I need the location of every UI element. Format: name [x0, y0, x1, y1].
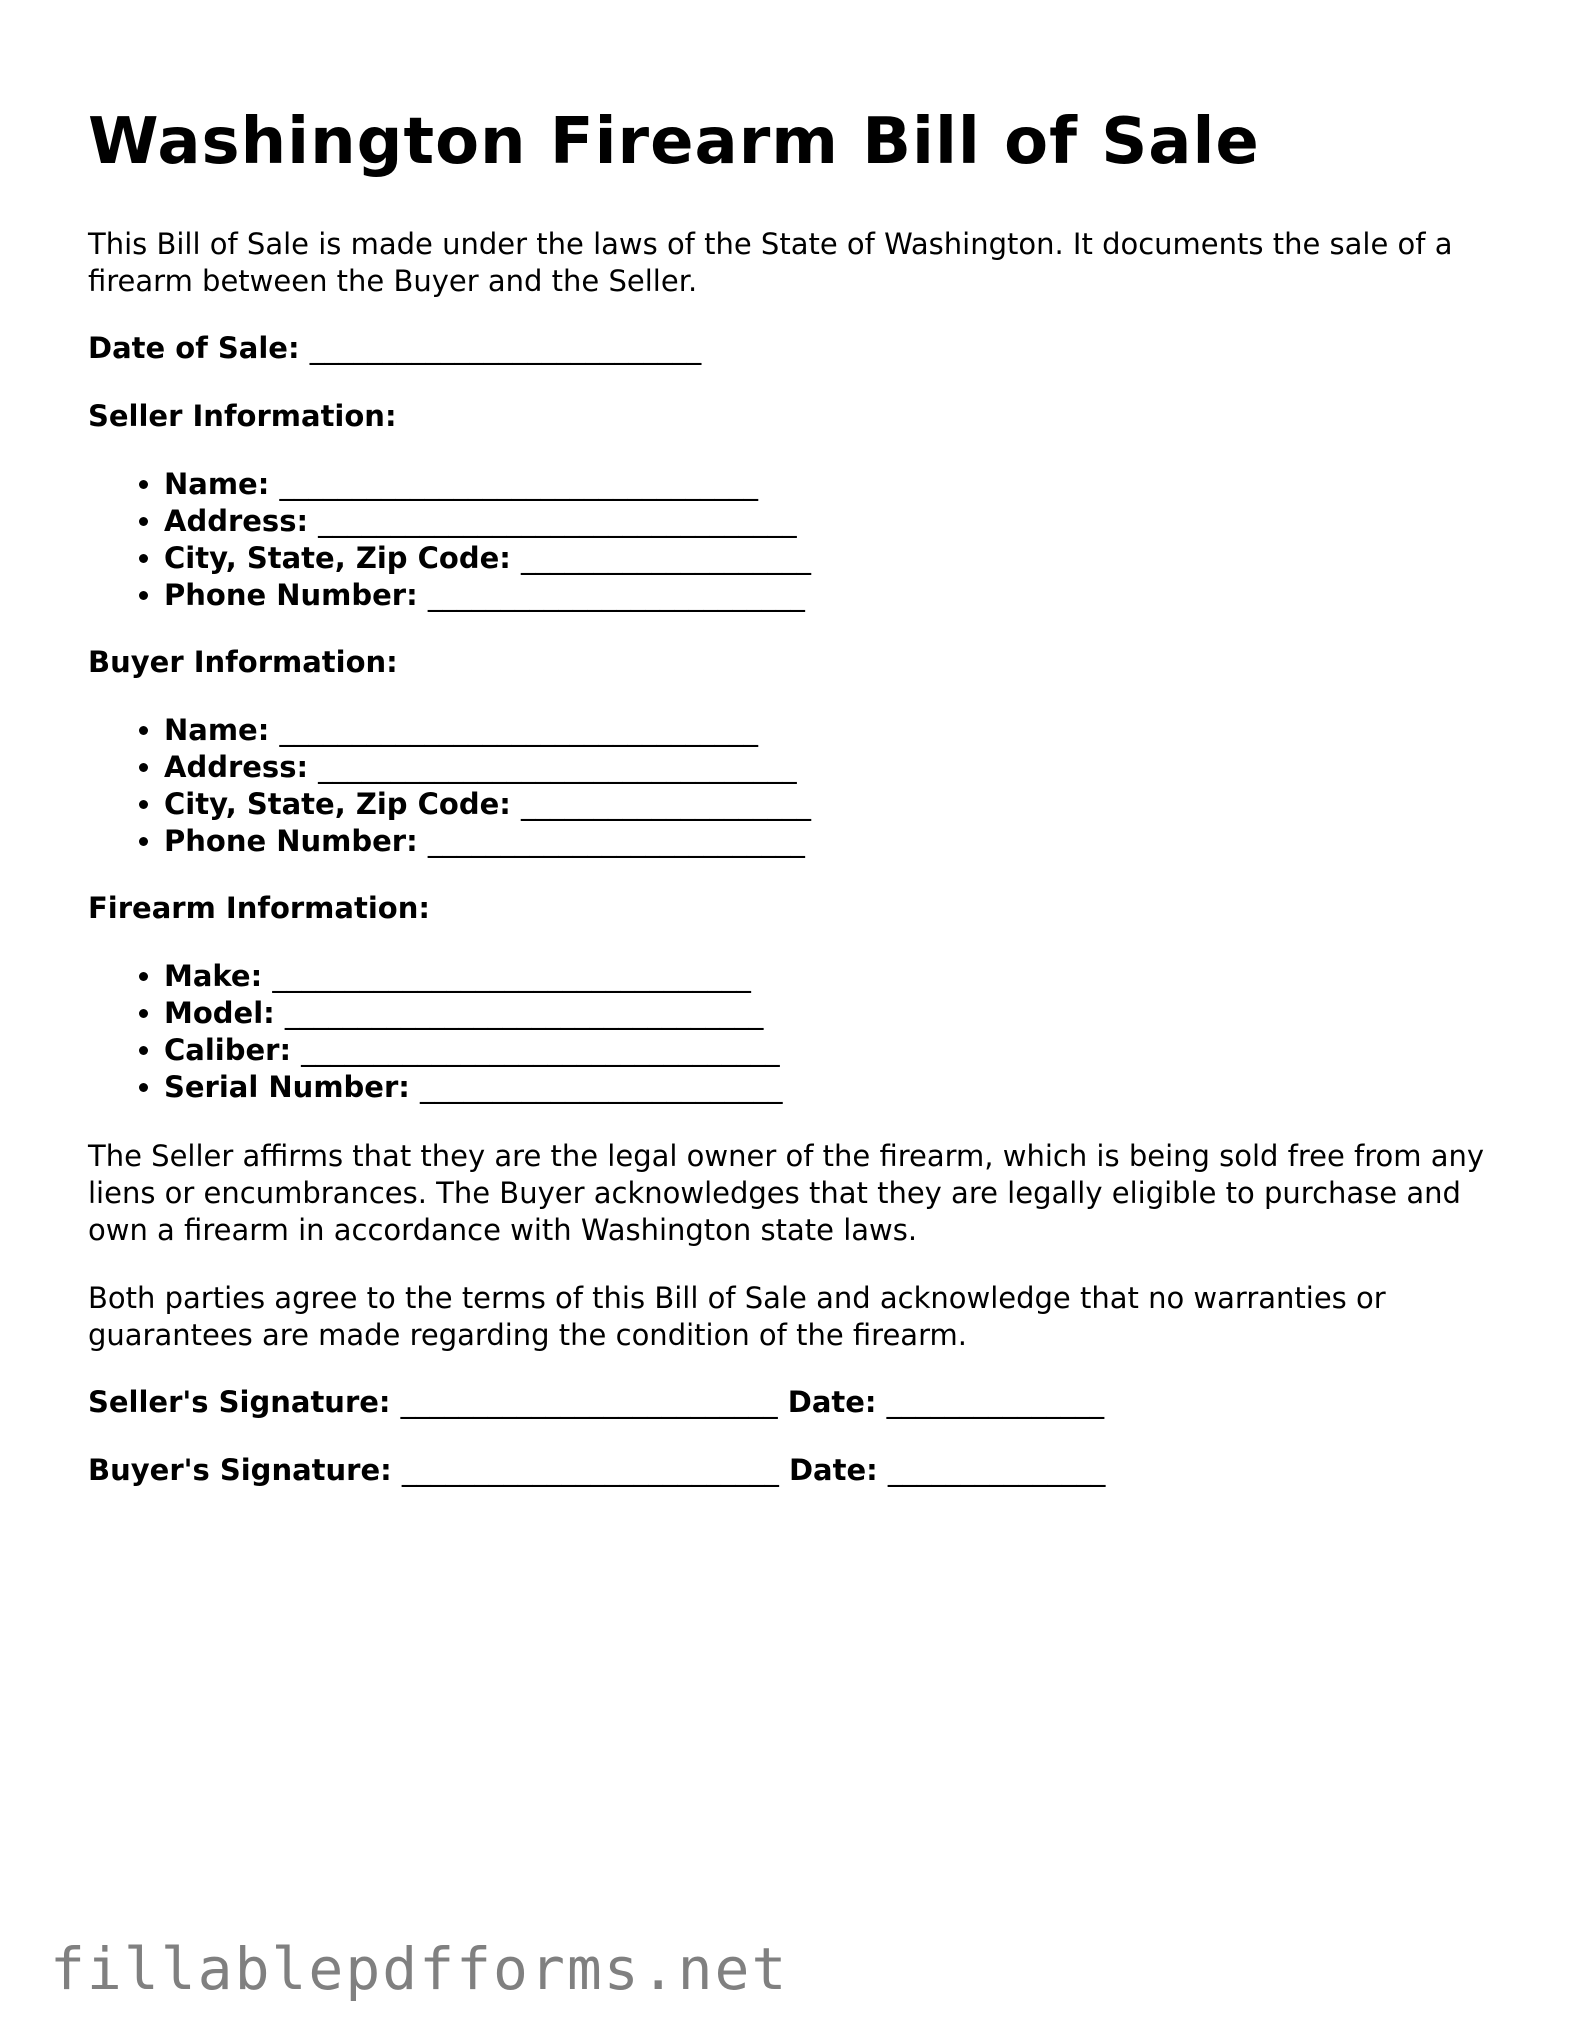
- buyer-name-blank[interactable]: _________________________________: [279, 713, 758, 747]
- date-of-sale-label: Date of Sale:: [88, 331, 300, 365]
- intro-paragraph: This Bill of Sale is made under the laws of the State of Washington. It documents the sale of a firearm between the Buyer and the Seller.: [88, 227, 1453, 298]
- seller-city-state-zip-blank[interactable]: ____________________: [520, 541, 811, 575]
- firearm-information-heading: Firearm Information:: [88, 891, 430, 925]
- field-label: Phone Number:: [164, 824, 418, 858]
- seller-name-item: [164, 466, 811, 503]
- buyer-information-heading: Buyer Information:: [88, 645, 398, 679]
- field-label: City, State, Zip Code:: [164, 541, 511, 575]
- firearm-model-blank[interactable]: _________________________________: [284, 996, 764, 1030]
- seller-information-heading: Seller Information:: [88, 399, 397, 433]
- seller-date-blank[interactable]: _______________: [886, 1385, 1105, 1419]
- buyer-city-state-zip-blank[interactable]: ____________________: [520, 787, 811, 821]
- field-label: Name:: [164, 713, 270, 747]
- watermark: fillablepdfforms.net: [50, 1935, 789, 2003]
- buyer-date-label: Date:: [788, 1453, 878, 1487]
- seller-fields-list: [128, 466, 811, 614]
- buyer-name-item: [164, 712, 811, 749]
- buyer-phone-blank[interactable]: __________________________: [427, 824, 805, 858]
- seller-phone-blank[interactable]: __________________________: [427, 578, 805, 612]
- firearm-caliber-item: [164, 1032, 782, 1069]
- buyer-phone-item: [164, 823, 811, 860]
- field-label: Name:: [164, 467, 270, 501]
- buyer-signature-label: Buyer's Signature:: [88, 1453, 392, 1487]
- field-label: Make:: [164, 959, 263, 993]
- field-label: Model:: [164, 996, 275, 1030]
- firearm-make-blank[interactable]: _________________________________: [272, 959, 751, 993]
- field-label: City, State, Zip Code:: [164, 787, 511, 821]
- field-label: Phone Number:: [164, 578, 418, 612]
- field-label: Address:: [164, 504, 309, 538]
- date-of-sale-blank[interactable]: ___________________________: [309, 331, 702, 365]
- firearm-serial-number-item: [164, 1069, 782, 1106]
- buyer-address-blank[interactable]: _________________________________: [318, 750, 797, 784]
- agreement-paragraph: Both parties agree to the terms of this Bill of Sale and acknowledge that no warranties or guarantees are made regarding the condition of the firearm.: [88, 1281, 1386, 1352]
- buyer-city-state-zip-item: [164, 786, 811, 823]
- buyer-date-blank[interactable]: _______________: [887, 1453, 1106, 1487]
- seller-address-item: [164, 503, 811, 540]
- seller-city-state-zip-item: [164, 540, 811, 577]
- affirmation-paragraph: The Seller affirms that they are the legal owner of the firearm, which is being sold free from any liens or encumbrances. The Buyer acknowledges that they are legally eligible to purchase and own a firearm in accordance with Washington state laws.: [88, 1139, 1485, 1247]
- field-label: Serial Number:: [164, 1070, 410, 1104]
- seller-signature-blank[interactable]: __________________________: [400, 1385, 778, 1419]
- seller-date-label: Date:: [787, 1385, 877, 1419]
- buyer-signature-line: [88, 1452, 1105, 1489]
- seller-address-blank[interactable]: _________________________________: [318, 504, 797, 538]
- firearm-caliber-blank[interactable]: _________________________________: [301, 1033, 780, 1067]
- firearm-serial-number-blank[interactable]: _________________________: [419, 1070, 783, 1104]
- seller-signature-line: [88, 1384, 1104, 1421]
- field-label: Address:: [164, 750, 309, 784]
- firearm-model-item: [164, 995, 782, 1032]
- field-label: Caliber:: [164, 1033, 292, 1067]
- seller-name-blank[interactable]: _________________________________: [279, 467, 758, 501]
- buyer-fields-list: [128, 712, 811, 860]
- date-of-sale-line: [88, 330, 701, 367]
- seller-phone-item: [164, 577, 811, 614]
- buyer-signature-blank[interactable]: __________________________: [401, 1453, 779, 1487]
- firearm-fields-list: [128, 958, 782, 1106]
- buyer-address-item: [164, 749, 811, 786]
- seller-signature-label: Seller's Signature:: [88, 1385, 391, 1419]
- firearm-make-item: [164, 958, 782, 995]
- document-title: Washington Firearm Bill of Sale: [88, 105, 1260, 179]
